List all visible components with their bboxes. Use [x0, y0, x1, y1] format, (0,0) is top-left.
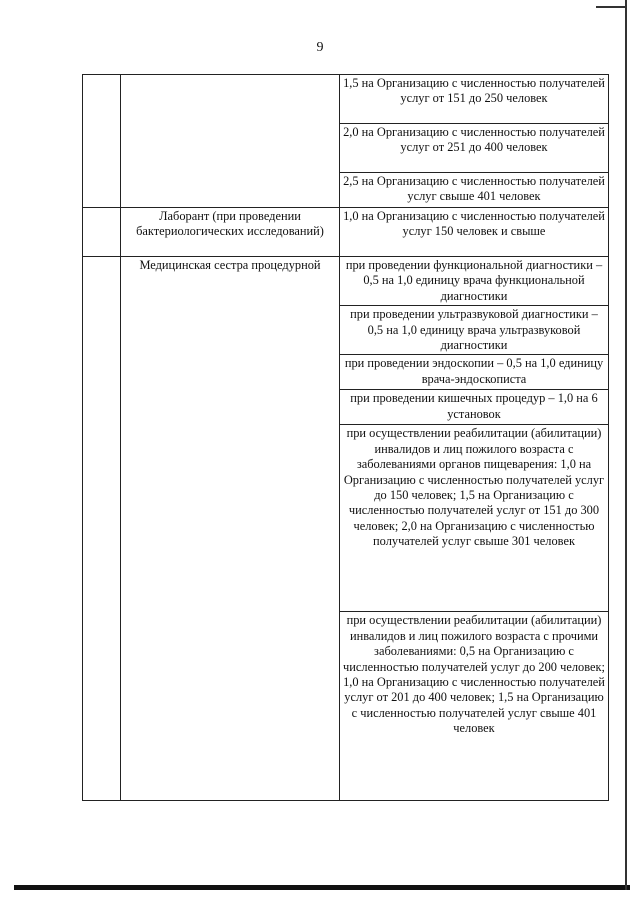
page-number: 9 — [316, 40, 324, 55]
position-cell: Медицинская сестра процедурной — [121, 257, 340, 801]
norm-cell: при проведении ультразвуковой диагностики – 0,5 на 1,0 единицу врача ультразвуковой диагностики — [340, 306, 609, 355]
index-cell — [83, 75, 121, 208]
scan-border-right — [625, 0, 627, 890]
table-row — [83, 208, 609, 257]
norm-cell: 2,0 на Организацию с численностью получателей услуг от 251 до 400 человек — [340, 124, 609, 173]
norm-cell: при проведении кишечных процедур – 1,0 на 6 установок — [340, 390, 609, 425]
norm-cell: 1,5 на Организацию с численностью получателей услуг от 151 до 250 человек — [340, 75, 609, 124]
staffing-table — [82, 74, 609, 801]
scan-border-bottom — [14, 885, 630, 890]
norm-cell: 2,5 на Организацию с численностью получателей услуг свыше 401 человек — [340, 173, 609, 208]
norm-cell: при проведении эндоскопии – 0,5 на 1,0 единицу врача-эндоскописта — [340, 355, 609, 390]
index-cell — [83, 208, 121, 257]
norm-cell: при проведении функциональной диагностики – 0,5 на 1,0 единицу врача функциональной диагностики — [340, 257, 609, 306]
norm-cell: при осуществлении реабилитации (абилитации) инвалидов и лиц пожилого возраста с прочими заболеваниями: 0,5 на Организацию с численностью получателей услуг до 200 человек; 1,0 на Организацию с численностью получателей услуг от 201 до 400 человек; 1,5 на Организацию с численностью получателей услуг свыше 401 человек — [340, 612, 609, 801]
scan-border-corner — [596, 6, 626, 8]
table-row — [83, 257, 609, 306]
table-row — [83, 75, 609, 124]
position-cell: Лаборант (при проведении бактериологических исследований) — [121, 208, 340, 257]
index-cell — [83, 257, 121, 801]
norm-cell: 1,0 на Организацию с численностью получателей услуг 150 человек и свыше — [340, 208, 609, 257]
norm-cell: при осуществлении реабилитации (абилитации) инвалидов и лиц пожилого возраста с заболеваниями органов пищеварения: 1,0 на Организацию с численностью получателей услуг до 150 человек; 1,5 на Организацию с численностью получателей услуг от 151 до 300 человек; 2,0 на Организацию с численностью получателей услуг свыше 301 человек — [340, 425, 609, 612]
position-cell — [121, 75, 340, 208]
